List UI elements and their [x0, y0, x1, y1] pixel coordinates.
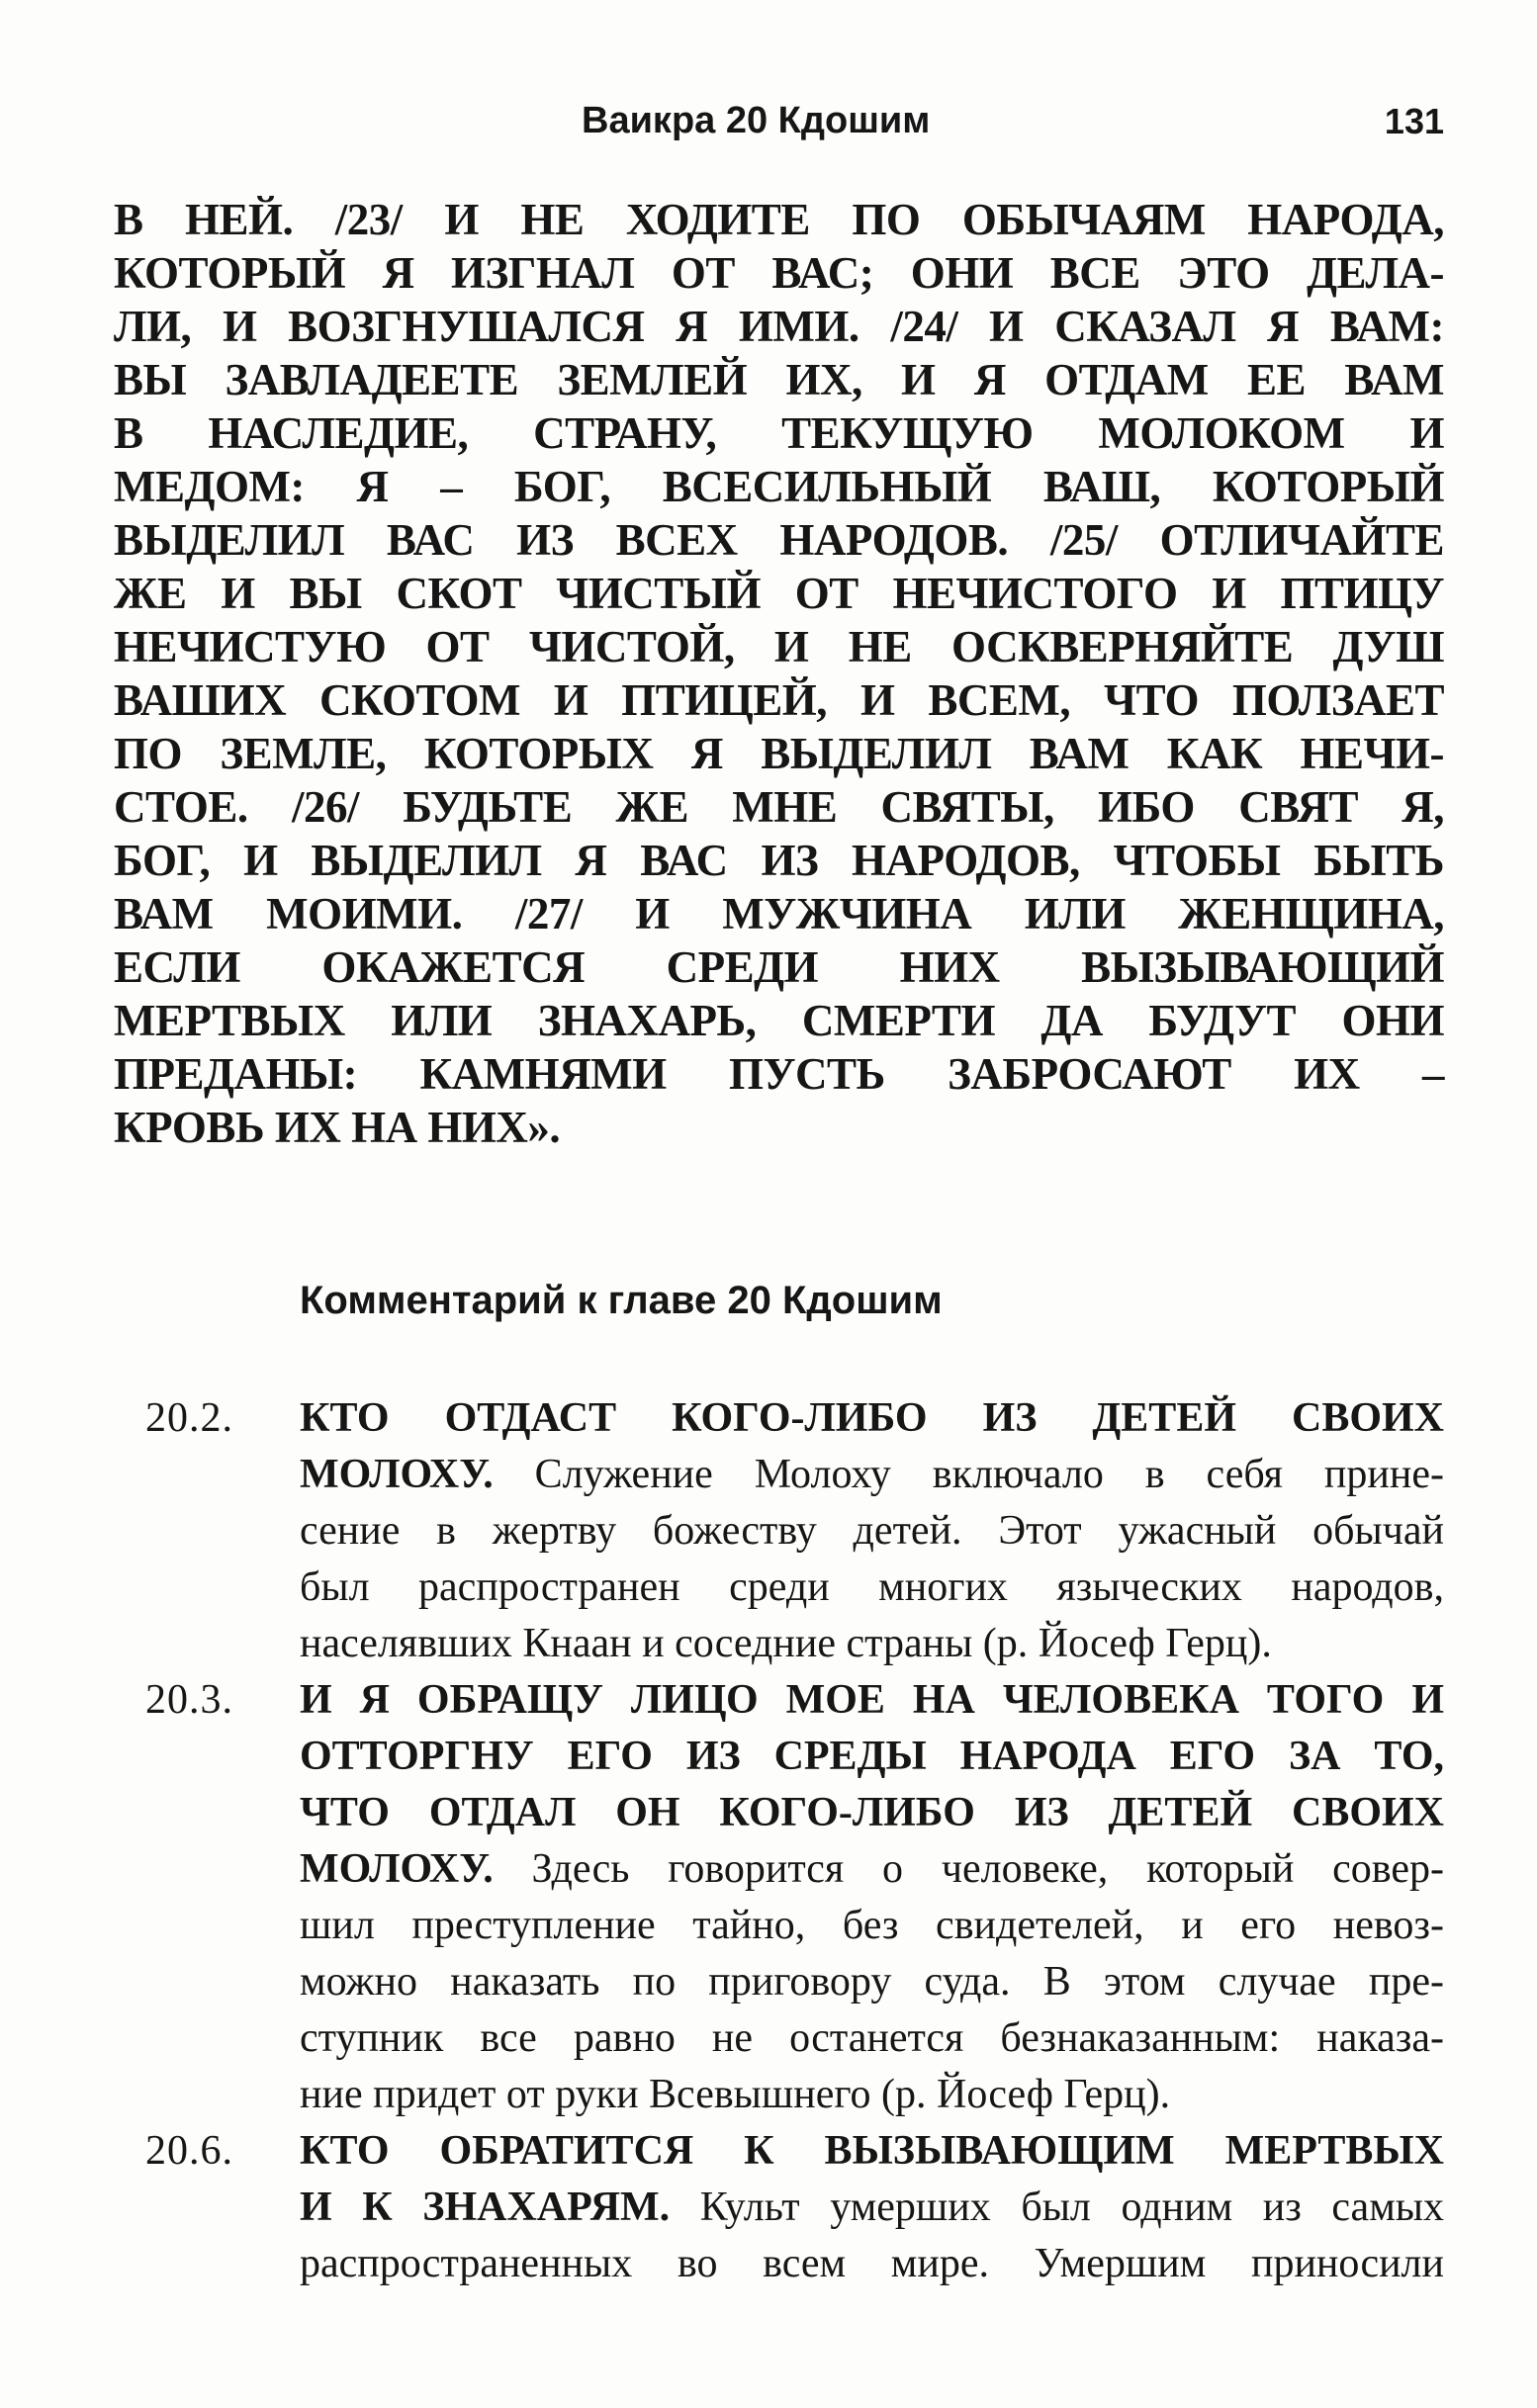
commentary-line	[114, 2010, 1444, 2067]
verse-line: ЛИ, И ВОЗГНУШАЛСЯ Я ИМИ. /24/ И СКАЗАЛ Я ВАМ:	[114, 302, 1444, 351]
commentary-regular-text: шил преступление тайно, без свидетелей, и его невоз-	[300, 1903, 1444, 1948]
verse-line: БОГ, И ВЫДЕЛИЛ Я ВАС ИЗ НАРОДОВ, ЧТОБЫ БЫТЬ	[114, 836, 1444, 885]
page-number: 131	[1384, 101, 1444, 141]
commentary-line	[114, 1616, 1444, 1672]
verse-line: В НАСЛЕДИЕ, СТРАНУ, ТЕКУЩУЮ МОЛОКОМ И	[114, 408, 1444, 458]
commentary-bold-text: И Я ОБРАЩУ ЛИЦО МОЕ НА ЧЕЛОВЕКА ТОГО И	[300, 1677, 1444, 1723]
commentary-regular-text: Культ умерших был одним из самых	[670, 2185, 1444, 2230]
commentary-bold-text: ОТТОРГНУ ЕГО ИЗ СРЕДЫ НАРОДА ЕГО ЗА ТО,	[300, 1734, 1444, 1779]
page-header-title: Ваикра 20 Кдошим	[582, 100, 931, 141]
commentary-bold-text: ЧТО ОТДАЛ ОН КОГО-ЛИБО ИЗ ДЕТЕЙ СВОИХ	[300, 1790, 1444, 1835]
verse-line: ПРЕДАНЫ: КАМНЯМИ ПУСТЬ ЗАБРОСАЮТ ИХ –	[114, 1049, 1444, 1099]
commentary-entry-number: 20.6.	[145, 2128, 233, 2174]
commentary-line	[114, 1841, 1444, 1898]
commentary-regular-text: ние придет от руки Всевышнего (р. Йосеф Герц).	[300, 2072, 1171, 2117]
commentary-regular-text: можно наказать по приговору суда. В этом случае пре-	[300, 1959, 1444, 2005]
verse-line: НЕЧИСТУЮ ОТ ЧИСТОЙ, И НЕ ОСКВЕРНЯЙТЕ ДУШ	[114, 622, 1444, 671]
verse-line: ПО ЗЕМЛЕ, КОТОРЫХ Я ВЫДЕЛИЛ ВАМ КАК НЕЧИ-	[114, 729, 1444, 778]
commentary-regular-text: сение в жертву божеству детей. Этот ужасный обычай	[300, 1508, 1444, 1554]
commentary-line	[114, 1672, 1444, 1729]
verse-line: ВАМ МОИМИ. /27/ И МУЖЧИНА ИЛИ ЖЕНЩИНА,	[114, 889, 1444, 938]
commentary-line	[114, 2123, 1444, 2180]
verse-line: КОТОРЫЙ Я ИЗГНАЛ ОТ ВАС; ОНИ ВСЕ ЭТО ДЕЛА-	[114, 248, 1444, 298]
commentary-entry-number: 20.2.	[145, 1395, 233, 1441]
commentary-entry-number: 20.3.	[145, 1677, 233, 1723]
commentary-line	[114, 1898, 1444, 1954]
commentary-heading: Комментарий к главе 20 Кдошим	[300, 1279, 943, 1322]
commentary-regular-text: Служение Молоху включало в себя прине-	[493, 1452, 1444, 1497]
commentary-bold-text: И К ЗНАХАРЯМ.	[300, 2185, 671, 2230]
commentary-line	[114, 2180, 1444, 2236]
commentary-line	[114, 1447, 1444, 1503]
commentary-line	[114, 1729, 1444, 1785]
commentary-bold-text: КТО ОБРАТИТСЯ К ВЫЗЫВАЮЩИМ МЕРТВЫХ	[300, 2128, 1444, 2174]
commentary-line	[114, 1954, 1444, 2010]
commentary-bold-text: МОЛОХУ.	[300, 1846, 494, 1892]
commentary-regular-text: был распространен среди многих языческих народов,	[300, 1564, 1444, 1610]
commentary-body	[114, 1390, 1444, 2292]
commentary-regular-text: населявших Кнаан и соседние страны (р. Йосеф Герц).	[300, 1621, 1272, 1666]
verse-line: ВЫ ЗАВЛАДЕЕТЕ ЗЕМЛЕЙ ИХ, И Я ОТДАМ ЕЕ ВАМ	[114, 355, 1444, 404]
commentary-regular-text: Здесь говорится о человеке, который совер-	[493, 1846, 1444, 1892]
commentary-line	[114, 2067, 1444, 2123]
commentary-line	[114, 1503, 1444, 1560]
verse-line: МЕДОМ: Я – БОГ, ВСЕСИЛЬНЫЙ ВАШ, КОТОРЫЙ	[114, 462, 1444, 511]
commentary-line	[114, 1785, 1444, 1841]
verse-block	[114, 193, 1444, 1154]
commentary-line	[114, 2236, 1444, 2292]
commentary-line	[114, 1390, 1444, 1447]
verse-line: МЕРТВЫХ ИЛИ ЗНАХАРЬ, СМЕРТИ ДА БУДУТ ОНИ	[114, 996, 1444, 1045]
commentary-bold-text: МОЛОХУ.	[300, 1452, 494, 1497]
commentary-line	[114, 1560, 1444, 1616]
verse-line: СТОЕ. /26/ БУДЬТЕ ЖЕ МНЕ СВЯТЫ, ИБО СВЯТ Я,	[114, 782, 1444, 832]
verse-line: ВАШИХ СКОТОМ И ПТИЦЕЙ, И ВСЕМ, ЧТО ПОЛЗАЕТ	[114, 675, 1444, 725]
commentary-regular-text: распространенных во всем мире. Умершим приносили	[300, 2241, 1444, 2286]
verse-line: КРОВЬ ИХ НА НИХ».	[114, 1103, 561, 1152]
verse-line: В НЕЙ. /23/ И НЕ ХОДИТЕ ПО ОБЫЧАЯМ НАРОДА,	[114, 195, 1444, 244]
commentary-regular-text: ступник все равно не останется безнаказанным: наказа-	[300, 2015, 1444, 2061]
verse-line: ЖЕ И ВЫ СКОТ ЧИСТЫЙ ОТ НЕЧИСТОГО И ПТИЦУ	[114, 569, 1444, 618]
verse-line: ЕСЛИ ОКАЖЕТСЯ СРЕДИ НИХ ВЫЗЫВАЮЩИЙ	[114, 942, 1444, 992]
verse-line: ВЫДЕЛИЛ ВАС ИЗ ВСЕХ НАРОДОВ. /25/ ОТЛИЧАЙТЕ	[114, 515, 1444, 565]
commentary-bold-text: КТО ОТДАСТ КОГО-ЛИБО ИЗ ДЕТЕЙ СВОИХ	[300, 1395, 1444, 1441]
